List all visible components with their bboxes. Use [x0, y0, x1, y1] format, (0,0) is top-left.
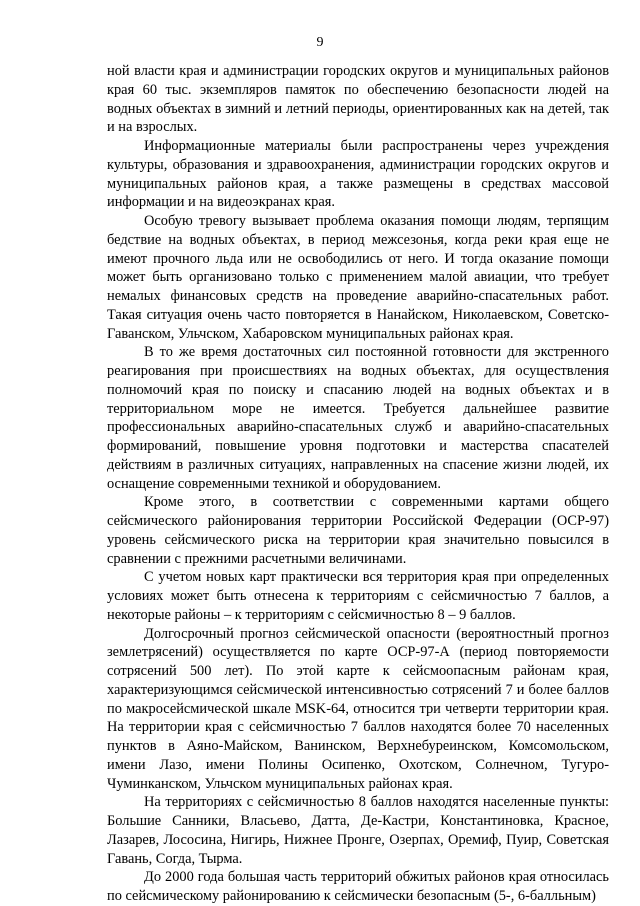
paragraph-new-maps: С учетом новых карт практически вся территория края при определенных условиях может быть отнесена к территориям с сейсмичностью 7 баллов, а некоторые районы – к территориям с сейсмичностью 8 – 9 баллов. [107, 569, 609, 623]
paragraph-before-2000: До 2000 года большая часть территорий обжитых районов края относилась по сейсмическому районированию к сейсмически безопасным (5-, 6-балльным) [107, 869, 609, 904]
document-body [107, 62, 609, 906]
paragraph-rescue-problem: Особую тревогу вызывает проблема оказания помощи людям, терпящим бедствие на водных объектах, в период межсезонья, когда реки края еще не имеют прочного льда или не освободились от него. И тогда оказание помощи может быть организовано только с применением малой авиации, что требует немалых финансовых средств на проведение аварийно-спасательных работ. Такая ситуация очень часто повторяется в Нанайском, Николаевском, Советско-Гаванском, Ульчском, Хабаровском муниципальных районах края. [107, 213, 609, 342]
paragraph-continuation: ной власти края и администрации городских округов и муниципальных районов края 60 тыс. экземпляров памяток по обеспечению безопасности людей на водных объектах в зимний и летний периоды, ориентированных как на детей, так и на взрослых. [107, 63, 609, 136]
paragraph-information-materials: Информационные материалы были распространены через учреждения культуры, образования и здравоохранения, администрации городских округов и муниципальных районов края, а также размещены в средствах массовой информации и на видеоэкранах края. [107, 138, 609, 211]
paragraph-readiness-forces: В то же время достаточных сил постоянной готовности для экстренного реагирования при происшествиях на водных объектах, для осуществления полномочий края по поиску и спасанию людей на водных объектах и в территориальном море не имеется. Требуется дальнейшее развитие профессиональных аварийно-спасательных служб и аварийно-спасательных формирований, повышение уровня подготовки и мастерства спасателей действиям в различных ситуациях, направленных на спасение жизни людей, их оснащение современными техникой и оборудованием. [107, 344, 609, 492]
paragraph-seismic-risk: Кроме этого, в соответствии с современными картами общего сейсмического районирования территории Российской Федерации (ОСР-97) уровень сейсмического риска на территории края значительно повысился в сравнении с прежними расчетными величинами. [107, 494, 609, 567]
page-number: 9 [316, 35, 324, 50]
paragraph-eight-point-settlements: На территориях с сейсмичностью 8 баллов находятся населенные пункты: Большие Санники, Власьево, Датта, Де-Кастри, Константиновка, Красное, Лазарев, Лососина, Нигирь, Нижнее Пронге, Озерпах, Оремиф, Пуир, Советская Гавань, Согда, Тырма. [107, 794, 609, 867]
paragraph-long-term-forecast: Долгосрочный прогноз сейсмической опасности (вероятностный прогноз землетрясений) осуществляется по карте ОСР-97-А (период повторяемости сотрясений 500 лет). По этой карте к сейсмоопасным районам края, характеризующимся сейсмической интенсивностью сотрясений 7 и более баллов по макросейсмической шкале MSK-64, относится три четверти территории края. На территории края с сейсмичностью 7 баллов находятся более 70 населенных пунктов в Аяно-Майском, Ванинском, Верхнебуреинском, Комсомольском, имени Лазо, имени Полины Осипенко, Охотском, Солнечном, Тугуро-Чуминканском, Ульчском муниципальных районах края. [107, 625, 609, 792]
